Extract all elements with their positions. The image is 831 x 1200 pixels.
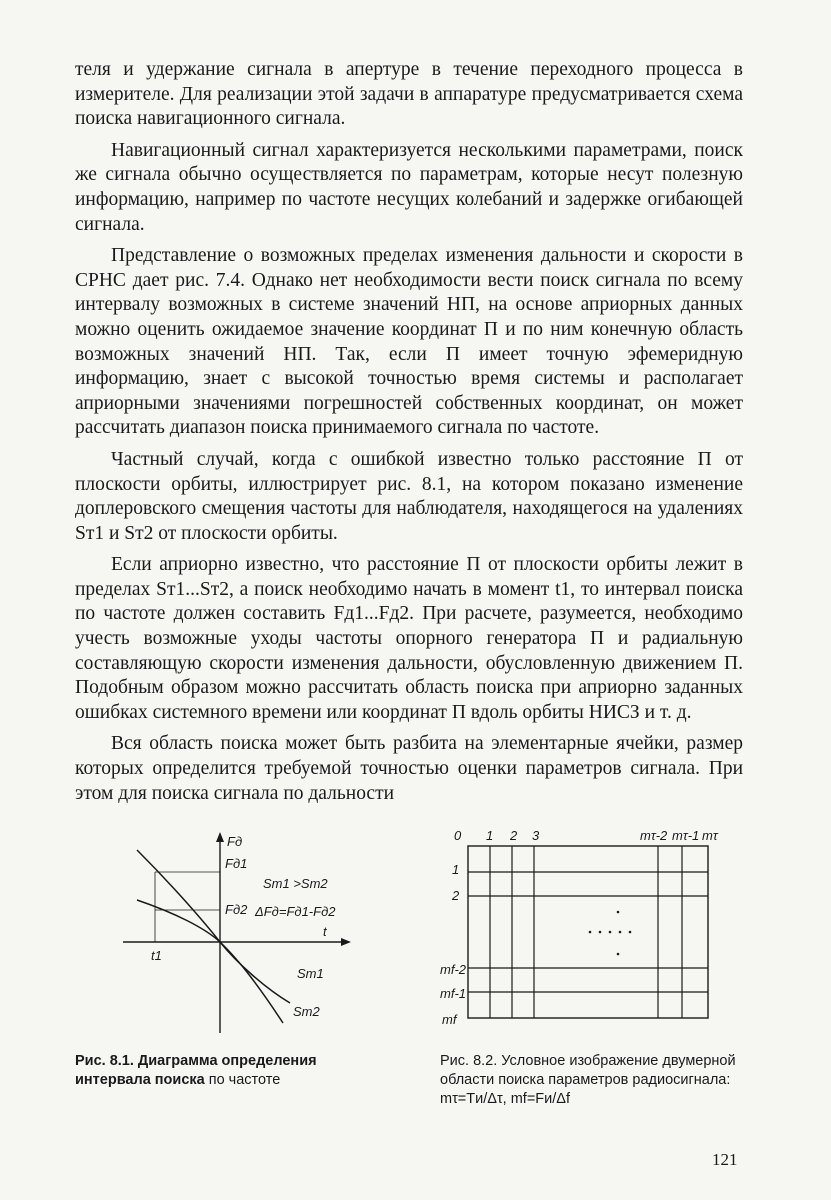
row-label-m: mf: [442, 1012, 457, 1027]
y-axis-label: Fд: [227, 834, 243, 849]
dot: [589, 931, 592, 934]
dot: [617, 911, 620, 914]
col-label-3: 3: [532, 828, 540, 843]
figure-8-1-caption-rest: по частоте: [204, 1072, 281, 1088]
fd2-label: Fд2: [225, 902, 248, 917]
curve-st1-label: Sт1: [297, 966, 324, 981]
row-label-m-2: mf-2: [440, 962, 466, 977]
curve-st2-label: Sт2: [293, 1004, 320, 1019]
paragraph-6: Вся область поиска может быть разбита на элементарные ячейки, размер которых определится требуемой точностью оценки параметров сигнала. При этом для поиска сигнала по дальности: [75, 733, 743, 804]
row-label-1: 1: [452, 862, 460, 877]
search-grid: [440, 822, 730, 1032]
figure-8-2: [440, 822, 730, 1032]
dot: [599, 931, 602, 934]
paragraph-2: Навигационный сигнал характеризуется несколькими параметрами, поиск же сигнала обычно осуществляется по параметрам, которые несут полезную информацию, например по частоте несущих колебаний и задержке огибающей сигнала.: [75, 139, 743, 235]
doppler-diagram: [115, 828, 355, 1043]
page-number: 121: [712, 1150, 738, 1169]
col-label-m: mτ: [702, 828, 718, 843]
dot: [617, 953, 620, 956]
dot: [609, 931, 612, 934]
paragraph-4: Частный случай, когда с ошибкой известно только расстояние П от плоскости орбиты, иллюстрирует рис. 8.1, на котором показано изменение доплеровского смещения частоты для наблюдателя, находящегося на удалениях Sт1 и Sт2 от плоскости орбиты.: [75, 448, 743, 544]
paragraph-5: Если априорно известно, что расстояние П от плоскости орбиты лежит в пределах Sт1...Sт2, а поиск необходимо начать в момент t1, то интервал поиска по частоте должен составить Fд1...Fд2. При расчете, разумеется, необходимо учесть возможные уходы частоты опорного генератора П и радиальную составляющую скорости изменения дальности, обусловленную движением П. Подобным образом можно рассчитать область поиска при априорно заданных ошибках системного времени или координат П вдоль орбиты НИСЗ и т. д.: [75, 554, 743, 723]
body-text: [75, 58, 743, 813]
col-label-m-1: mτ-1: [672, 828, 700, 843]
col-label-m-2: mτ-2: [640, 828, 668, 843]
t1-label: t1: [151, 948, 162, 963]
fd1-label: Fд1: [225, 856, 248, 871]
dot: [629, 931, 632, 934]
col-label-1: 1: [486, 828, 494, 843]
paragraph-1: теля и удержание сигнала в апертуре в течение переходного процесса в измерителе. Для реализации этой задачи в аппаратуре предусматривается схема поиска навигационного сигнала.: [75, 59, 743, 130]
figure-8-1-caption: [75, 1052, 385, 1090]
row-label-2: 2: [452, 888, 460, 903]
curve-st1: [137, 850, 290, 1003]
y-axis-arrow: [216, 832, 224, 842]
x-axis-arrow: [341, 938, 351, 946]
x-axis-label: t: [323, 924, 327, 939]
dot: [619, 931, 622, 934]
figure-8-2-caption: Рис. 8.2. Условное изображение двумерной области поиска параметров радиосигнала: mτ=Tи/Δτ, mf=Fи/Δf: [440, 1053, 736, 1107]
paragraph-3: Представление о возможных пределах изменения дальности и скорости в СРНС дает рис. 7.4. Однако нет необходимости вести поиск сигнала по всему интервалу возможных в системе значений НП, на основе априорных данных можно оценить ожидаемое значение координат П и по ним конечную область возможных значений НП. Так, если П имеет точную эфемеридную информацию, знает с высокой точностью время системы и располагает априорными значениями погрешностей собственных координат, он может рассчитать диапазон поиска принимаемого сигнала по частоте.: [75, 245, 743, 439]
figure-8-1-caption-bold: Рис. 8.1. Диаграмма определения интервала поиска: [75, 1053, 317, 1088]
row-label-m-1: mf-1: [440, 986, 466, 1001]
figure-8-1: [115, 828, 355, 1043]
col-label-2: 2: [510, 828, 518, 843]
condition-label: Sт1 >Sт2: [263, 876, 328, 891]
delta-label: ΔFд=Fд1-Fд2: [255, 904, 336, 919]
col-label-0: 0: [454, 828, 462, 843]
